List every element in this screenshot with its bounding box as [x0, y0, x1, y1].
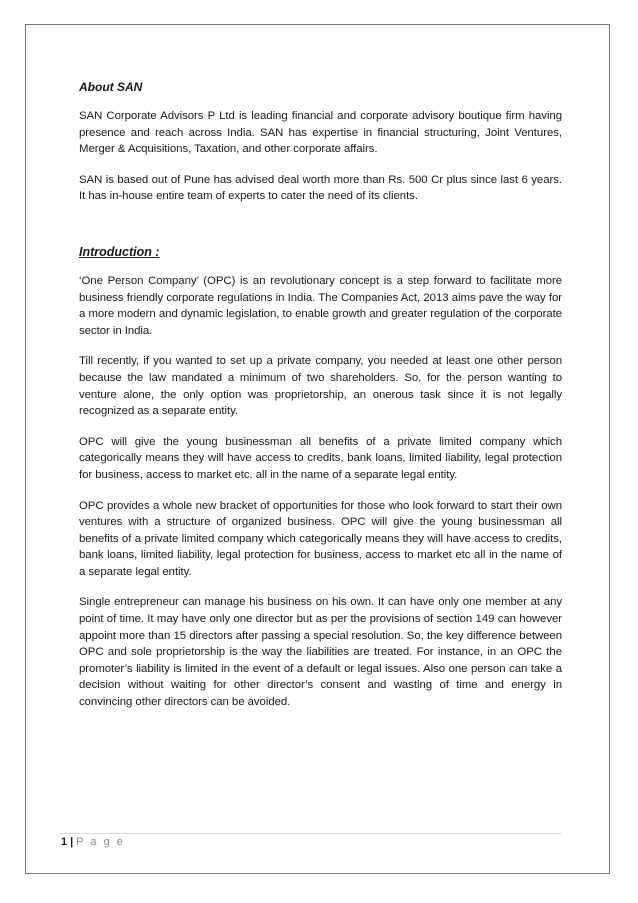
introduction-heading: Introduction : — [79, 244, 160, 259]
introduction-paragraph-3: OPC will give the young businessman all benefits of a private limited company which categorically means they will have access to credits, bank loans, limited liability, legal protection for business, access to market etc. all in the name of a separate legal entity. — [79, 435, 562, 481]
introduction-paragraph-1: ‘One Person Company’ (OPC) is an revolutionary concept is a step forward to facilitate more business friendly corporate regulations in India. The Companies Act, 2013 aims pave the way for a more modern and dynamic legislation, to enable growth and greater regulation of the corporate sector in India. — [79, 274, 562, 337]
page-footer — [61, 835, 125, 849]
footer-separator: | — [70, 836, 74, 848]
about-paragraph-1: SAN Corporate Advisors P Ltd is leading financial and corporate advisory boutique firm having presence and reach across India. SAN has expertise in financial structuring, Joint Ventures, Merger & Acquisitions, Taxation, and other corporate affairs. — [79, 110, 562, 156]
about-paragraph-2: SAN is based out of Pune has advised deal worth more than Rs. 500 Cr plus since last 6 years. It has in-house entire team of experts to cater the need of its clients. — [79, 173, 562, 203]
page-number: 1 — [61, 836, 68, 848]
page-label: P a g e — [76, 836, 125, 848]
footer-divider — [60, 833, 562, 834]
document-body — [79, 79, 562, 725]
introduction-paragraph-5: Single entrepreneur can manage his business on his own. It can have only one member at any point of time. It may have only one director but as per the provisions of section 149 can however appoint more than 15 directors after passing a special resolution. So, the key difference between OPC and sole proprietorship is the way the liabilities are treated. For instance, in an OPC the promoter’s liability is limited in the event of a default or legal issues. Also one person can take a decision without waiting for other director’s consent and wasting of time and energy in convincing other directors can be avoided. — [79, 596, 562, 709]
introduction-paragraph-2: Till recently, if you wanted to set up a private company, you needed at least one other person because the law mandated a minimum of two shareholders. So, for the person wanting to venture alone, the only option was proprietorship, an onerous task since it is not legally recognized as a separate entity. — [79, 355, 562, 418]
introduction-paragraph-4: OPC provides a whole new bracket of opportunities for those who look forward to start their own ventures with a structure of organized business. OPC will give the young businessman all benefits of a private limited company which categorically means they will have access to credits, bank loans, limited liability, legal protection for business, access to market etc all in the name of a separate legal entity. — [79, 499, 562, 578]
about-heading: About SAN — [79, 80, 143, 94]
